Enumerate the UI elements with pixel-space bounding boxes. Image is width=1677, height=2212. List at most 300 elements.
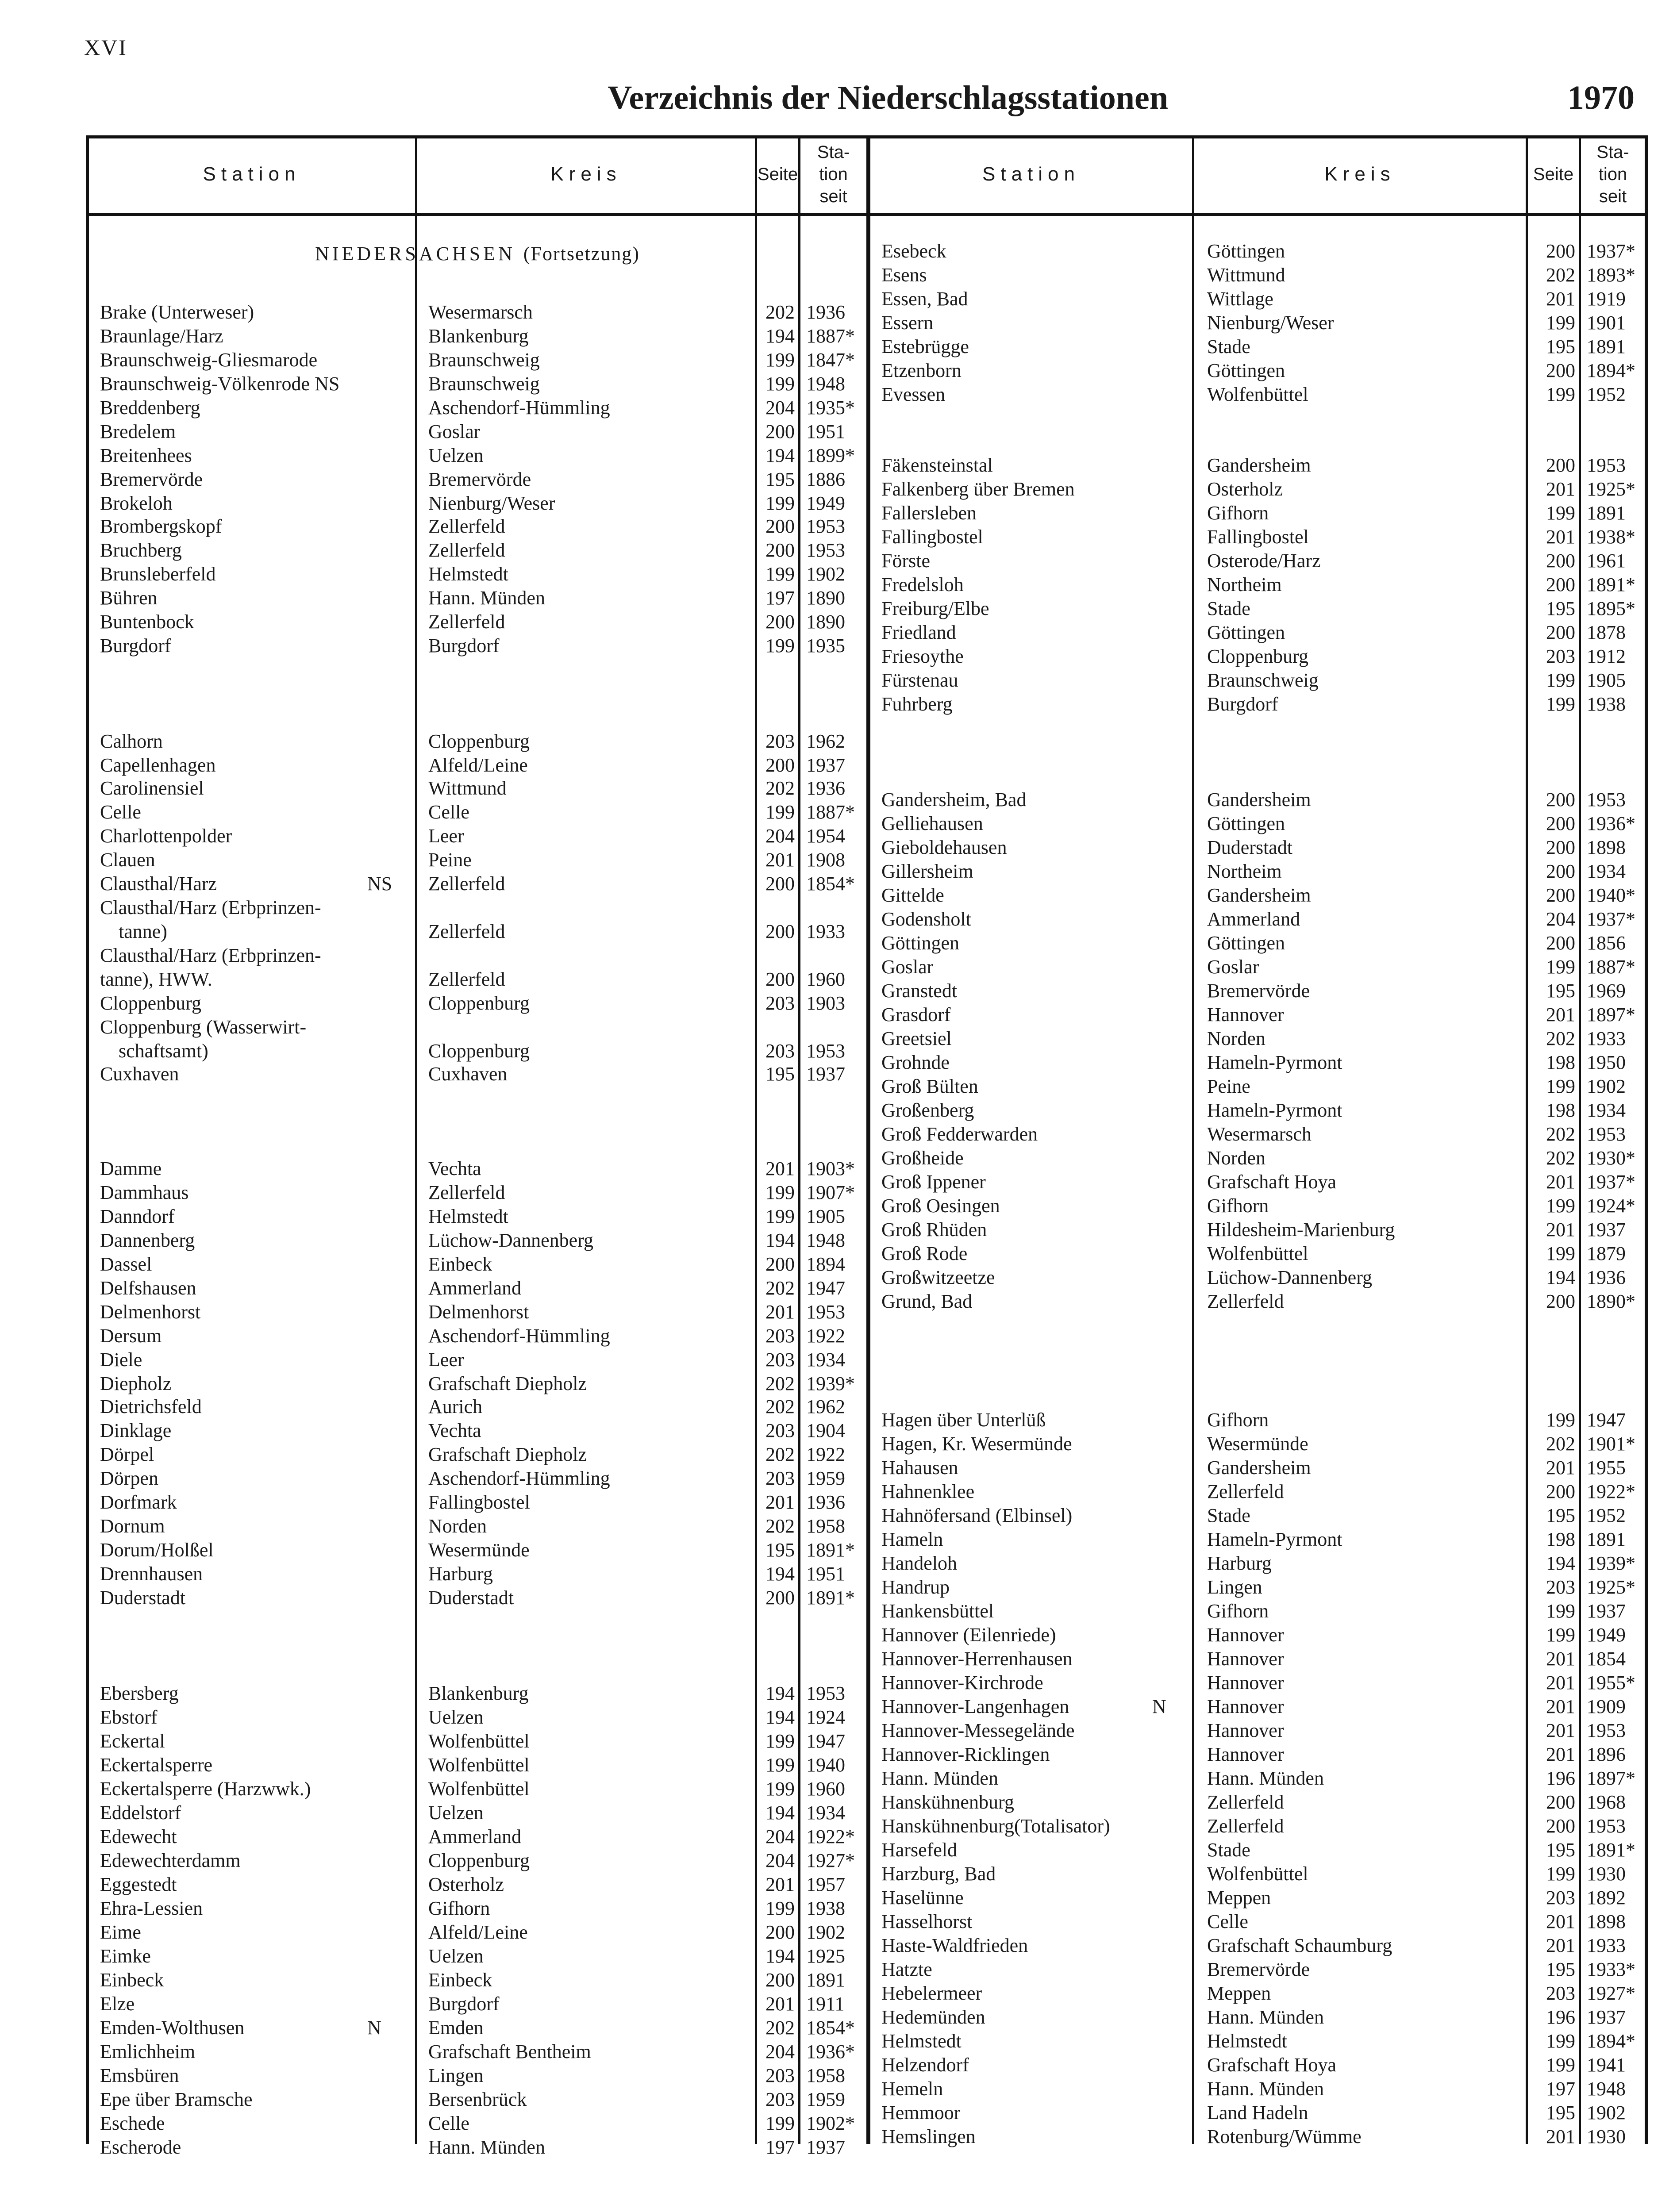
- station-seit-value: 1948: [806, 373, 845, 395]
- kreis-name: Hannover: [1207, 1743, 1284, 1765]
- kreis-name: Wesermünde: [1207, 1433, 1308, 1455]
- station-name: Cuxhaven: [100, 1063, 179, 1085]
- seite-value: 196: [1546, 1767, 1575, 1789]
- station-seit-value: 1922*: [1587, 1481, 1635, 1502]
- station-name: Calhorn: [100, 730, 163, 752]
- kreis-name: Uelzen: [428, 1706, 484, 1728]
- kreis-name: Fallingbostel: [1207, 526, 1309, 548]
- station-seit-value: 1937: [1587, 1600, 1626, 1622]
- col-rule-left-kreis: [415, 135, 417, 2144]
- seite-value: 201: [1546, 1004, 1575, 1025]
- col-rule-right-kreis: [1192, 135, 1194, 2144]
- col-rule-right-seit: [1579, 135, 1581, 2144]
- station-name: Dörpen: [100, 1467, 158, 1489]
- seite-value: 202: [1546, 1028, 1575, 1049]
- kreis-name: Cloppenburg: [428, 992, 530, 1014]
- seite-value: 199: [1546, 1195, 1575, 1217]
- seite-value: 199: [1546, 1409, 1575, 1431]
- station-name: Dornum: [100, 1515, 165, 1537]
- kreis-name: Norden: [1207, 1028, 1265, 1049]
- station-name: Gandersheim, Bad: [881, 789, 1027, 810]
- kreis-name: Wolfenbüttel: [428, 1778, 530, 1800]
- seite-value: 202: [765, 1396, 795, 1417]
- station-name: Danndorf: [100, 1206, 175, 1227]
- section-title: NIEDERSACHSEN: [315, 243, 515, 265]
- station-name: Gieboldehausen: [881, 837, 1007, 858]
- station-seit-value: 1938: [806, 1897, 845, 1919]
- station-seit-value: 1892: [1587, 1887, 1626, 1909]
- seite-value: 201: [1546, 288, 1575, 310]
- kreis-name: Osterholz: [428, 1874, 504, 1895]
- station-seit-value: 1948: [806, 1229, 845, 1251]
- kreis-name: Duderstadt: [1207, 837, 1293, 858]
- kreis-name: Zellerfeld: [1207, 1791, 1284, 1813]
- station-seit-value: 1930: [1587, 2126, 1626, 2147]
- seite-value: 204: [765, 825, 795, 847]
- station-name: Evessen: [881, 384, 946, 405]
- kreis-name: Aschendorf-Hümmling: [428, 1325, 610, 1347]
- seite-value: 199: [765, 1206, 795, 1227]
- station-name: Hemslingen: [881, 2126, 976, 2147]
- station-seit-value: 1962: [806, 730, 845, 752]
- kreis-name: Norden: [428, 1515, 487, 1537]
- kreis-name: Stade: [1207, 336, 1250, 357]
- seite-value: 199: [1546, 502, 1575, 524]
- seite-value: 202: [1546, 1147, 1575, 1169]
- station-seit-value: 1953: [1587, 454, 1626, 476]
- seite-value: 194: [765, 1706, 795, 1728]
- station-seit-value: 1847*: [806, 349, 855, 371]
- seite-value: 199: [1546, 1600, 1575, 1622]
- kreis-name: Göttingen: [1207, 932, 1285, 954]
- station-name: Dörpel: [100, 1444, 154, 1465]
- kreis-name: Peine: [1207, 1075, 1250, 1097]
- station-name: Fürstenau: [881, 669, 958, 691]
- station-seit-value: 1897*: [1587, 1004, 1635, 1025]
- station-seit-value: 1935: [806, 635, 845, 657]
- kreis-name: Wesermarsch: [428, 301, 533, 323]
- station-name: Capellenhagen: [100, 754, 216, 776]
- kreis-name: Emden: [428, 2017, 484, 2039]
- station-name: Ehra-Lessien: [100, 1897, 203, 1919]
- station-seit-value: 1902: [1587, 2102, 1626, 2124]
- station-seit-value: 1936: [806, 777, 845, 799]
- station-name: Braunlage/Harz: [100, 325, 223, 347]
- kreis-name: Aschendorf-Hümmling: [428, 1467, 610, 1489]
- station-name: Granstedt: [881, 980, 958, 1002]
- kreis-name: Göttingen: [1207, 622, 1285, 643]
- seite-value: 198: [1546, 1528, 1575, 1550]
- seite-value: 200: [1546, 360, 1575, 381]
- kreis-name: Hannover: [1207, 1004, 1284, 1025]
- seite-value: 200: [765, 1969, 795, 1991]
- seite-value: 195: [765, 469, 795, 490]
- seite-value: 201: [1546, 1457, 1575, 1479]
- station-seit-value: 1958: [806, 1515, 845, 1537]
- kreis-name: Alfeld/Leine: [428, 1921, 528, 1943]
- kreis-name: Norden: [1207, 1147, 1265, 1169]
- seite-value: 204: [765, 397, 795, 419]
- station-seit-value: 1890*: [1587, 1290, 1635, 1312]
- station-seit-value: 1891: [806, 1969, 845, 1991]
- seite-value: 194: [765, 1802, 795, 1824]
- seite-value: 200: [765, 515, 795, 537]
- seite-value: 196: [1546, 2006, 1575, 2028]
- station-seit-value: 1891*: [806, 1539, 855, 1561]
- kreis-name: Grafschaft Hoya: [1207, 2054, 1336, 2076]
- station-name: Harzburg, Bad: [881, 1863, 996, 1885]
- station-name: Gittelde: [881, 884, 944, 906]
- kreis-name: Helmstedt: [1207, 2030, 1287, 2052]
- station-seit-value: 1959: [806, 1467, 845, 1489]
- seite-value: 194: [765, 1945, 795, 1967]
- station-seit-value: 1922*: [806, 1826, 855, 1847]
- seite-value: 194: [765, 1229, 795, 1251]
- station-name: Hannover-Herrenhausen: [881, 1648, 1073, 1670]
- kreis-name: Meppen: [1207, 1982, 1271, 2004]
- station-name: Bremervörde: [100, 469, 203, 490]
- station-name: Diele: [100, 1349, 142, 1371]
- kreis-name: Bremervörde: [1207, 980, 1310, 1002]
- seite-value: 195: [765, 1063, 795, 1085]
- station-name: Eschede: [100, 2112, 165, 2134]
- seite-value: 201: [765, 1491, 795, 1513]
- station-name: Eimke: [100, 1945, 151, 1967]
- station-name: Esebeck: [881, 240, 946, 262]
- seite-value: 202: [765, 1373, 795, 1394]
- station-seit-value: 1958: [806, 2065, 845, 2086]
- kreis-name: Braunschweig: [428, 373, 540, 395]
- station-seit-value: 1854*: [806, 2017, 855, 2039]
- seite-value: 199: [765, 373, 795, 395]
- kreis-name: Alfeld/Leine: [428, 754, 528, 776]
- station-seit-value: 1960: [806, 968, 845, 990]
- seite-value: 200: [1546, 1481, 1575, 1502]
- station-name: Groß Rode: [881, 1243, 968, 1264]
- station-name: Fuhrberg: [881, 693, 953, 715]
- kreis-name: Uelzen: [428, 1945, 484, 1967]
- station-seit-value: 1959: [806, 2089, 845, 2110]
- station-name: Helzendorf: [881, 2054, 969, 2076]
- station-seit-value: 1960: [806, 1778, 845, 1800]
- kreis-name: Hann. Münden: [428, 2136, 545, 2158]
- station-seit-value: 1925*: [1587, 1576, 1635, 1598]
- seite-value: 199: [1546, 956, 1575, 978]
- seite-value: 200: [1546, 813, 1575, 834]
- seite-value: 195: [1546, 1839, 1575, 1861]
- seite-value: 200: [765, 1921, 795, 1943]
- seite-value: 195: [1546, 980, 1575, 1002]
- kreis-name: Gandersheim: [1207, 789, 1311, 810]
- seite-value: 199: [1546, 1243, 1575, 1264]
- station-seit-value: 1891*: [806, 1587, 855, 1609]
- seite-value: 200: [765, 611, 795, 633]
- seite-value: 200: [1546, 789, 1575, 810]
- station-seit-value: 1909: [1587, 1696, 1626, 1717]
- station-name: Großheide: [881, 1147, 964, 1169]
- kreis-name: Grafschaft Bentheim: [428, 2041, 591, 2062]
- kreis-name: Gandersheim: [1207, 884, 1311, 906]
- kreis-name: Zellerfeld: [1207, 1290, 1284, 1312]
- station-name: Celle: [100, 801, 141, 823]
- station-seit-value: 1925*: [1587, 478, 1635, 500]
- seite-value: 197: [765, 587, 795, 609]
- station-name: Godensholt: [881, 908, 971, 930]
- station-seit-value: 1937*: [1587, 1171, 1635, 1193]
- station-tag: N: [1152, 1696, 1166, 1717]
- station-name: Hemmoor: [881, 2102, 961, 2124]
- station-name: Brombergskopf: [100, 515, 222, 537]
- station-name: Eggestedt: [100, 1874, 177, 1895]
- station-name: Groß Bülten: [881, 1075, 978, 1097]
- seite-value: 201: [1546, 1648, 1575, 1670]
- station-seit-value: 1905: [806, 1206, 845, 1227]
- station-seit-value: 1933*: [1587, 1959, 1635, 1980]
- station-name: Friedland: [881, 622, 956, 643]
- station-name: Groß Rhüden: [881, 1219, 987, 1240]
- station-seit-value: 1895*: [1587, 598, 1635, 619]
- station-seit-value: 1933: [1587, 1028, 1626, 1049]
- kreis-name: Zellerfeld: [428, 515, 505, 537]
- kreis-name: Burgdorf: [428, 1993, 500, 2015]
- station-seit-value: 1953: [806, 515, 845, 537]
- station-seit-value: 1898: [1587, 1911, 1626, 1932]
- station-name: Bruchberg: [100, 539, 182, 561]
- station-seit-value: 1902: [1587, 1075, 1626, 1097]
- seite-value: 200: [1546, 1791, 1575, 1813]
- station-name: Hann. Münden: [881, 1767, 998, 1789]
- station-name: Edewechterdamm: [100, 1850, 241, 1871]
- kreis-name: Zellerfeld: [428, 873, 505, 895]
- station-seit-value: 1948: [1587, 2078, 1626, 2100]
- kreis-name: Northeim: [1207, 860, 1282, 882]
- seite-value: 203: [765, 1040, 795, 1062]
- station-name: Hedemünden: [881, 2006, 985, 2028]
- station-name: Dersum: [100, 1325, 162, 1347]
- station-name: Fredelsloh: [881, 574, 964, 595]
- station-seit-value: 1941: [1587, 2054, 1626, 2076]
- station-name: Hahnöfersand (Elbinsel): [881, 1505, 1073, 1526]
- kreis-name: Osterholz: [1207, 478, 1283, 500]
- seite-value: 199: [765, 1754, 795, 1776]
- kreis-name: Lingen: [428, 2065, 484, 2086]
- station-seit-value: 1907*: [806, 1182, 855, 1203]
- seite-value: 200: [1546, 240, 1575, 262]
- station-name: Brake (Unterweser): [100, 301, 254, 323]
- seite-value: 199: [1546, 1075, 1575, 1097]
- station-seit-value: 1954: [806, 825, 845, 847]
- kreis-name: Wesermünde: [428, 1539, 530, 1561]
- station-name: Handeloh: [881, 1552, 958, 1574]
- seite-value: 199: [765, 1730, 795, 1752]
- seite-value: 203: [765, 1420, 795, 1441]
- station-seit-value: 1934: [806, 1802, 845, 1824]
- station-seit-value: 1912: [1587, 645, 1626, 667]
- seite-value: 200: [1546, 1290, 1575, 1312]
- kreis-name: Bremervörde: [428, 469, 531, 490]
- seite-value: 204: [765, 1850, 795, 1871]
- station-seit-value: 1919: [1587, 288, 1626, 310]
- station-seit-value: 1904: [806, 1420, 845, 1441]
- station-name: Clausthal/Harz: [100, 873, 217, 895]
- station-name: Hatzte: [881, 1959, 932, 1980]
- kreis-name: Harburg: [1207, 1552, 1272, 1574]
- station-name: Einbeck: [100, 1969, 164, 1991]
- station-name: Groß Ippener: [881, 1171, 986, 1193]
- seite-value: 197: [765, 2136, 795, 2158]
- seite-value: 200: [765, 968, 795, 990]
- station-name: Groß Fedderwarden: [881, 1123, 1038, 1145]
- kreis-name: Grafschaft Schaumburg: [1207, 1935, 1392, 1956]
- station-name: Dorfmark: [100, 1491, 177, 1513]
- station-seit-value: 1905: [1587, 669, 1626, 691]
- kreis-name: Hameln-Pyrmont: [1207, 1052, 1342, 1073]
- station-seit-value: 1911: [806, 1993, 845, 2015]
- seite-value: 199: [765, 635, 795, 657]
- station-name: Delmenhorst: [100, 1301, 201, 1323]
- kreis-name: Ammerland: [1207, 908, 1300, 930]
- kreis-name: Cuxhaven: [428, 1063, 508, 1085]
- station-name: Göttingen: [881, 932, 959, 954]
- station-seit-value: 1901: [1587, 312, 1626, 334]
- seite-value: 199: [765, 349, 795, 371]
- kreis-name: Duderstadt: [428, 1587, 514, 1609]
- station-name: Ebersberg: [100, 1682, 179, 1704]
- col-rule-right-seite: [1526, 135, 1528, 2144]
- station-seit-value: 1894: [806, 1253, 845, 1275]
- kreis-name: Grafschaft Hoya: [1207, 1171, 1336, 1193]
- seite-value: 201: [1546, 478, 1575, 500]
- station-seit-value: 1896: [1587, 1743, 1626, 1765]
- station-seit-value: 1922: [806, 1444, 845, 1465]
- seite-value: 202: [765, 1277, 795, 1299]
- seite-value: 202: [765, 301, 795, 323]
- kreis-name: Cloppenburg: [1207, 645, 1308, 667]
- kreis-name: Celle: [428, 801, 469, 823]
- station-seit-value: 1934: [1587, 1099, 1626, 1121]
- seite-value: 204: [765, 1826, 795, 1847]
- kreis-name: Cloppenburg: [428, 1850, 530, 1871]
- kreis-name: Hann. Münden: [428, 587, 545, 609]
- station-seit-value: 1961: [1587, 550, 1626, 572]
- station-seit-value: 1938: [1587, 693, 1626, 715]
- page-title: Verzeichnis der Niederschlagsstationen: [608, 79, 1168, 116]
- seite-value: 197: [1546, 2078, 1575, 2100]
- station-name: Charlottenpolder: [100, 825, 232, 847]
- station-seit-value: 1899*: [806, 445, 855, 466]
- kreis-name: Nienburg/Weser: [1207, 312, 1334, 334]
- kreis-name: Wittmund: [1207, 264, 1285, 286]
- kreis-name: Burgdorf: [1207, 693, 1278, 715]
- seite-value: 194: [765, 1563, 795, 1585]
- kreis-name: Northeim: [1207, 574, 1282, 595]
- seite-value: 199: [765, 1897, 795, 1919]
- kreis-name: Stade: [1207, 1839, 1250, 1861]
- station-name: Bredelem: [100, 421, 176, 442]
- seite-value: 202: [765, 2017, 795, 2039]
- seite-value: 203: [765, 2089, 795, 2110]
- kreis-name: Cloppenburg: [428, 1040, 530, 1062]
- station-seit-value: 1949: [1587, 1624, 1626, 1646]
- station-seit-value: 1936: [806, 301, 845, 323]
- station-seit-value: 1947: [1587, 1409, 1626, 1431]
- kreis-name: Hann. Münden: [1207, 1767, 1324, 1789]
- station-seit-value: 1950: [1587, 1052, 1626, 1073]
- station-name: Harsefeld: [881, 1839, 958, 1861]
- station-seit-value: 1968: [1587, 1791, 1626, 1813]
- kreis-name: Helmstedt: [428, 1206, 508, 1227]
- station-name: Hagen, Kr. Wesermünde: [881, 1433, 1072, 1455]
- station-name: Dannenberg: [100, 1229, 195, 1251]
- station-name: Helmstedt: [881, 2030, 962, 2052]
- station-name: Dietrichsfeld: [100, 1396, 202, 1417]
- seite-value: 199: [765, 1778, 795, 1800]
- seite-value: 201: [1546, 1935, 1575, 1956]
- station-name: Braunschweig-Gliesmarode: [100, 349, 318, 371]
- station-name: Dinklage: [100, 1420, 172, 1441]
- station-name: Ebstorf: [100, 1706, 158, 1728]
- station-name: Drennhausen: [100, 1563, 203, 1585]
- station-name: Hemeln: [881, 2078, 943, 2100]
- station-seit-value: 1897*: [1587, 1767, 1635, 1789]
- seite-value: 200: [1546, 1815, 1575, 1837]
- station-name: Eime: [100, 1921, 141, 1943]
- kreis-name: Wittmund: [428, 777, 507, 799]
- station-seit-value: 1953: [806, 1682, 845, 1704]
- seite-value: 200: [765, 921, 795, 942]
- seite-value: 202: [765, 1515, 795, 1537]
- station-seit-value: 1957: [806, 1874, 845, 1895]
- station-name: Emsbüren: [100, 2065, 179, 2086]
- kreis-name: Uelzen: [428, 1802, 484, 1824]
- kreis-name: Ammerland: [428, 1277, 522, 1299]
- seite-value: 201: [765, 1993, 795, 2015]
- station-seit-value: 1953: [1587, 1815, 1626, 1837]
- seite-value: 201: [765, 849, 795, 871]
- seite-value: 200: [765, 754, 795, 776]
- seite-value: 202: [1546, 264, 1575, 286]
- kreis-name: Einbeck: [428, 1253, 492, 1275]
- station-name: Haselünne: [881, 1887, 964, 1909]
- station-seit-value: 1901*: [1587, 1433, 1635, 1455]
- seite-value: 198: [1546, 1052, 1575, 1073]
- kreis-name: Grafschaft Diepholz: [428, 1373, 587, 1394]
- station-seit-value: 1887*: [806, 325, 855, 347]
- station-name: Hasselhorst: [881, 1911, 973, 1932]
- station-seit-value: 1891: [1587, 336, 1626, 357]
- station-seit-value: 1891*: [1587, 1839, 1635, 1861]
- station-seit-value: 1953: [1587, 1720, 1626, 1741]
- station-seit-value: 1856: [1587, 932, 1626, 954]
- station-seit-value: 1925: [806, 1945, 845, 1967]
- station-seit-value: 1947: [806, 1277, 845, 1299]
- station-name: Hannover-Messegelände: [881, 1720, 1075, 1741]
- station-name: Hagen über Unterlüß: [881, 1409, 1046, 1431]
- station-seit-value: 1953: [1587, 789, 1626, 810]
- kreis-name: Zellerfeld: [428, 921, 505, 942]
- seite-value: 199: [1546, 693, 1575, 715]
- station-seit-value: 1933: [806, 921, 845, 942]
- station-tag: N: [367, 2017, 381, 2039]
- kreis-name: Blankenburg: [428, 325, 529, 347]
- station-seit-value: 1955: [1587, 1457, 1626, 1479]
- seite-value: 204: [765, 2041, 795, 2062]
- station-seit-value: 1938*: [1587, 526, 1635, 548]
- station-name: Delfshausen: [100, 1277, 196, 1299]
- station-name: Elze: [100, 1993, 135, 2015]
- seite-value: 200: [765, 873, 795, 895]
- station-seit-value: 1922: [806, 1325, 845, 1347]
